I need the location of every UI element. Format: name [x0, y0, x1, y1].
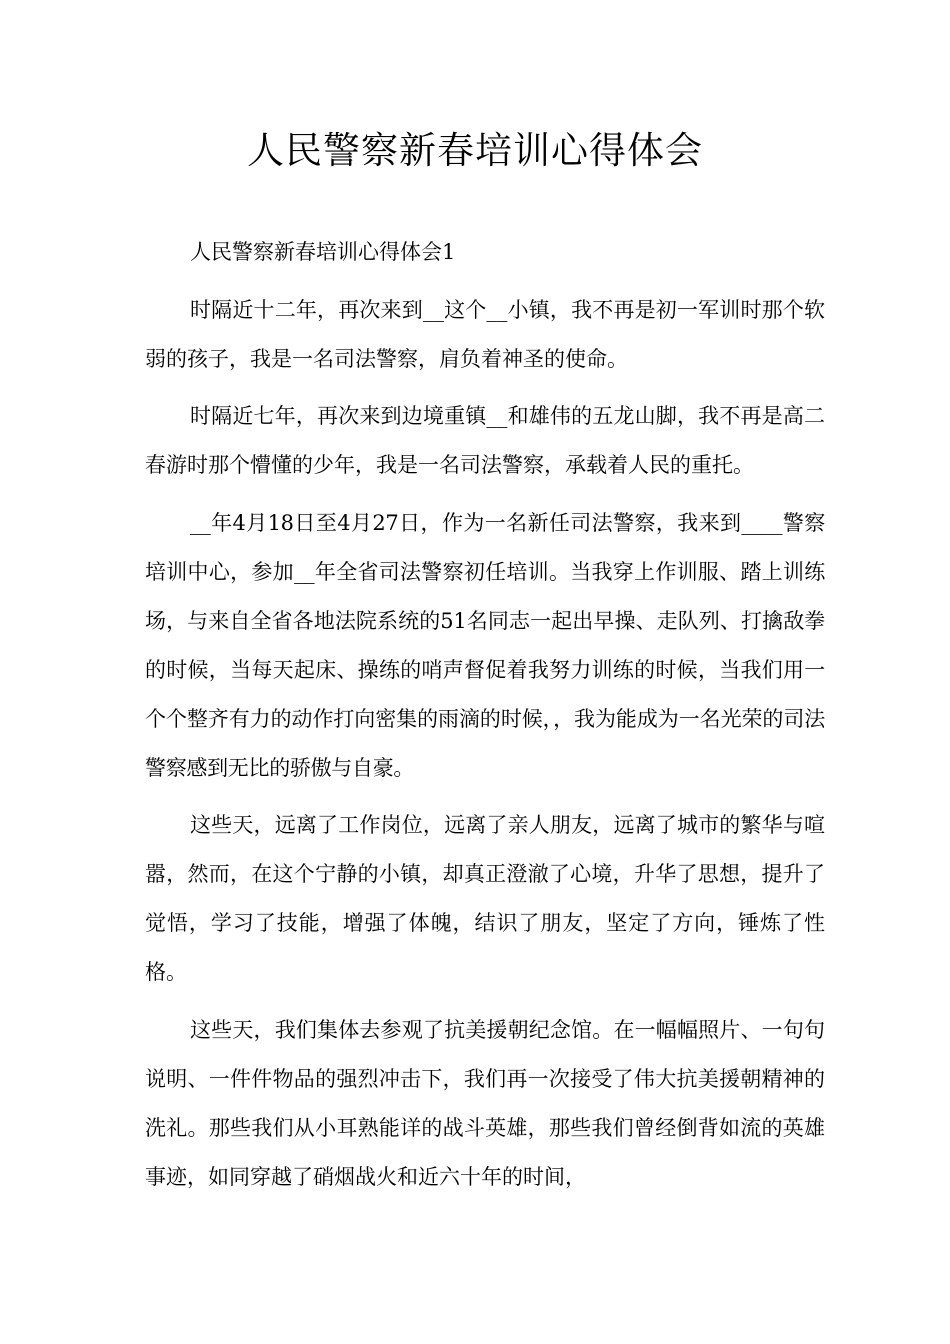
- paragraph-3: __年4月18日至4月27日，作为一名新任司法警察，我来到____警察培训中心，参加__年全省司法警察初任培训。当我穿上作训服、踏上训练场，与来自全省各地法院系统的51名同志一起出早操、走队列、打擒敌拳的时候，当每天起床、操练的哨声督促着我努力训练的时候，当我们用一个个整齐有力的动作打向密集的雨滴的时候，，我为能成为一名光荣的司法警察感到无比的骄傲与自豪。: [145, 510, 825, 780]
- paragraph-5: 这些天，我们集体去参观了抗美援朝纪念馆。在一幅幅照片、一句句说明、一件件物品的强烈冲击下，我们再一次接受了伟大抗美援朝精神的洗礼。那些我们从小耳熟能详的战斗英雄，那些我们曾经倒背如流的英雄事迹，如同穿越了硝烟战火和近六十年的时间，: [145, 1017, 825, 1189]
- paragraph-2: 时隔近七年，再次来到边境重镇__和雄伟的五龙山脚，我不再是高二春游时那个懵懂的少年，我是一名司法警察，承载着人民的重托。: [145, 404, 825, 477]
- paragraph-4: 这些天，远离了工作岗位，远离了亲人朋友，远离了城市的繁华与喧嚣，然而，在这个宁静的小镇，却真正澄澈了心境，升华了思想，提升了觉悟，学习了技能，增强了体魄，结识了朋友，坚定了方向，锤炼了性格。: [145, 813, 825, 984]
- document-title: 人民警察新春培训心得体会: [247, 129, 703, 172]
- subtitle-paragraph: 人民警察新春培训心得体会1: [190, 240, 456, 264]
- paragraph-1: 时隔近十二年，再次来到__这个__小镇，我不再是初一军训时那个软弱的孩子，我是一名司法警察，肩负着神圣的使命。: [145, 297, 825, 371]
- document-body: [145, 228, 825, 1210]
